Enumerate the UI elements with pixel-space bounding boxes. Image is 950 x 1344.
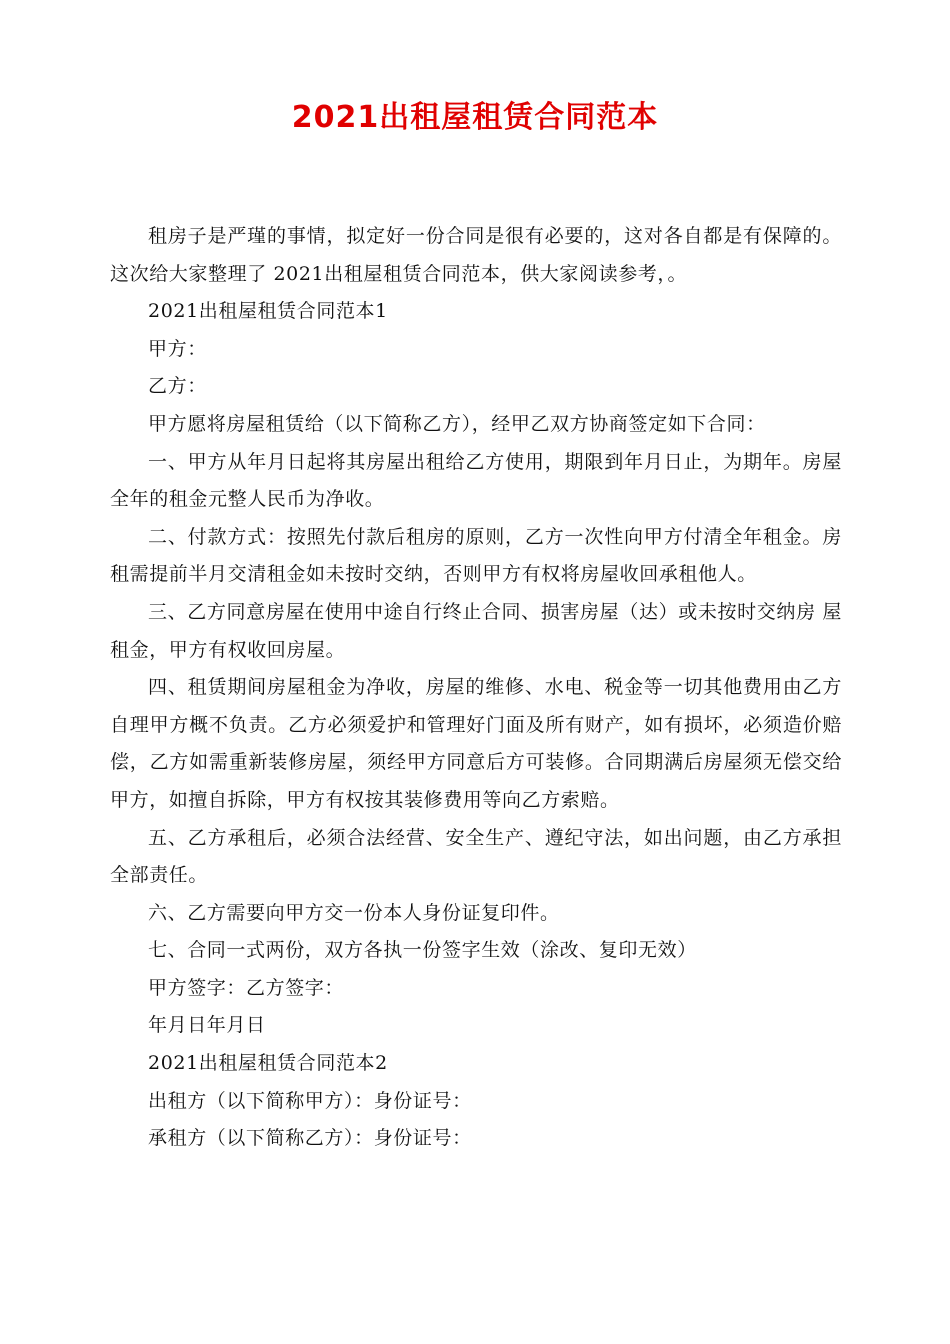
clause-2: 二、付款方式：按照先付款后租房的原则，乙方一次性向甲方付清全年租金。房租需提前半月交清租金如未按时交纳，否则甲方有权将房屋收回承租他人。 (110, 525, 842, 586)
lessor-line: 出租方（以下简称甲方）：身份证号： (148, 1089, 472, 1112)
lessee-line: 承租方（以下简称乙方）：身份证号： (148, 1127, 472, 1150)
document-body (110, 218, 842, 1158)
party-a-line: 甲方： (148, 337, 207, 360)
clause-5: 五、乙方承租后，必须合法经营、安全生产、遵纪守法，如出问题，由乙方承担全部责任。 (110, 826, 842, 887)
clause-7: 七、合同一式两份，双方各执一份签字生效（涂改、复印无效） (148, 939, 697, 962)
sample1-heading: 2021出租屋租赁合同范本1 (148, 300, 388, 323)
date-line: 年月日年月日 (148, 1014, 266, 1037)
party-b-line: 乙方： (148, 375, 207, 398)
intro-paragraph: 租房子是严瑾的事情，拟定好一份合同是很有必要的，这对各自都是有保障的。这次给大家整理了 2021出租屋租赁合同范本，供大家阅读参考，。 (110, 225, 842, 285)
clause-6: 六、乙方需要向甲方交一份本人身份证复印件。 (148, 901, 560, 924)
clause-3: 三、乙方同意房屋在使用中途自行终止合同、损害房屋（达）或未按时交纳房 屋租金，甲方有权收回房屋。 (110, 600, 842, 661)
clause-4: 四、租赁期间房屋租金为净收，房屋的维修、水电、税金等一切其他费用由乙方自理甲方概不负责。乙方必须爱护和管理好门面及所有财产，如有损坏，必须造价赔偿，乙方如需重新装修房屋，须经甲方同意后方可装修。合同期满后房屋须无偿交给甲方，如擅自拆除，甲方有权按其装修费用等向乙方索赔。 (110, 676, 842, 811)
preamble-line: 甲方愿将房屋租赁给（以下简称乙方），经甲乙双方协商签定如下合同： (148, 412, 766, 435)
document-title: 2021出租屋租赁合同范本 (291, 100, 659, 135)
signature-line: 甲方签字：乙方签字： (148, 976, 345, 999)
sample2-heading: 2021出租屋租赁合同范本2 (148, 1052, 388, 1075)
clause-1: 一、甲方从年月日起将其房屋出租给乙方使用，期限到年月日止，为期年。房屋全年的租金元整人民币为净收。 (110, 450, 842, 511)
